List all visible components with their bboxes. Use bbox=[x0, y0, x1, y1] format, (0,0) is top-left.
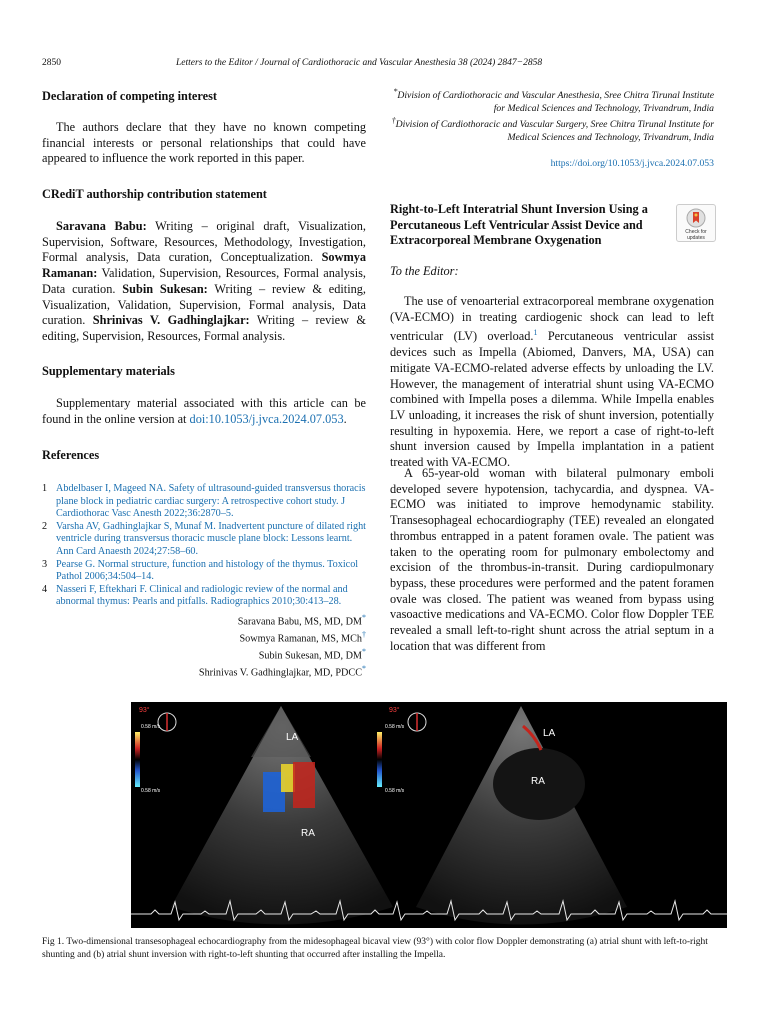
body-text: Percutaneous ventricular assist devices such as Impella (Abiomed, Danvers, MA, USA) can mitigate VA-ECMO-related adverse effects by unloading the LV. However, the management of interatrial shunt using VA-ECMO combined with Impella poses a dilemma. While Impella enables LV unloading, it increases the risk of shunt inversion, potentially resulting in hypoxemia. Here, we report a case of right-to-left shunt inversion caused by Impella implantation in a patient treated with VA-ECMO. bbox=[390, 329, 714, 470]
check-for-updates-badge[interactable] bbox=[676, 204, 716, 242]
affiliation-mark: † bbox=[391, 116, 396, 126]
signature-mark: * bbox=[362, 613, 366, 622]
supplementary-text bbox=[42, 396, 366, 427]
reference-number: 3 bbox=[42, 558, 48, 570]
reference-item[interactable] bbox=[42, 584, 366, 609]
supplementary-doi-link[interactable]: doi:10.1053/j.jvca.2024.07.053 bbox=[189, 411, 344, 426]
signature-mark: * bbox=[362, 646, 366, 656]
signature-name: Sowmya Ramanan, MS, MCh bbox=[239, 633, 362, 645]
credit-name-3: Subin Sukesan: bbox=[122, 281, 208, 296]
signature-mark: * bbox=[362, 663, 366, 673]
signature-name: Shrinivas V. Gadhinglajkar, MD, PDCC bbox=[198, 667, 362, 679]
reference-text[interactable]: Varsha AV, Gadhinglajkar S, Munaf M. Inadvertent puncture of dilated right ventricle during transversus thoracic muscle plane block: Lessons learnt. Ann Card Anaesth 2024;27:58–60. bbox=[56, 520, 366, 557]
signature-line bbox=[42, 612, 366, 629]
reference-list bbox=[42, 483, 366, 609]
competing-heading: Declaration of competing interest bbox=[42, 89, 217, 103]
reference-number: 2 bbox=[42, 520, 48, 532]
label-la-right: LA bbox=[543, 728, 556, 739]
supplementary-body: Supplementary material associated with this article can be found in the online version at bbox=[42, 396, 366, 426]
supplementary-end: . bbox=[343, 411, 347, 426]
affiliation-mark: * bbox=[393, 87, 398, 96]
affiliation-line bbox=[390, 86, 714, 115]
reference-text[interactable]: Pearse G. Normal structure, function and histology of the thymus. Toxicol Pathol 2006;34:504–14. bbox=[56, 558, 359, 583]
label-ra-left: RA bbox=[301, 828, 315, 839]
body-text: The use of venoarterial extracorporeal membrane oxygenation (VA-ECMO) in treating cardiogenic shock can lead to left ventricular (LV) overload. bbox=[390, 294, 714, 344]
reference-item[interactable] bbox=[42, 483, 366, 521]
doppler-scale-left bbox=[135, 732, 140, 787]
credit-name-1: Saravana Babu: bbox=[56, 219, 147, 233]
badge-label: Check for updates bbox=[685, 229, 707, 241]
salutation: To the Editor: bbox=[390, 264, 459, 278]
article-doi-link[interactable]: https://doi.org/10.1053/j.jvca.2024.07.053 bbox=[550, 158, 714, 169]
signature-line bbox=[42, 646, 366, 663]
signature-line bbox=[42, 663, 366, 680]
signature-name: Subin Sukesan, MD, DM bbox=[258, 650, 362, 662]
signature-mark: † bbox=[362, 629, 366, 639]
credit-text bbox=[42, 219, 366, 345]
credit-role-3: Writing – review & editing, Visualization, Validation, Supervision, Formal analysis, Data curation. bbox=[42, 281, 366, 328]
echo-figure bbox=[131, 702, 727, 928]
credit-name-4: Shrinivas V. Gadhinglajkar: bbox=[92, 313, 250, 328]
scale-bottom-right: 0.58 m/s bbox=[385, 788, 405, 794]
label-ra-right: RA bbox=[531, 776, 545, 787]
figure-caption: Fig 1. Two-dimensional transesophageal echocardiography from the midesophageal bicaval view (93°) with color flow Doppler demonstrating (a) atrial shunt with left-to-right shunting and (b) atrial shunt inversion with right-to-left shunting that occurred after installing the Impella. bbox=[42, 937, 708, 960]
credit-heading: CRediT authorship contribution statement bbox=[42, 187, 267, 201]
credit-role-4: Writing – review & editing, Supervision, Resources, Formal analysis. bbox=[42, 313, 366, 343]
doppler-scale-right bbox=[377, 732, 382, 787]
page-number: 2850 bbox=[42, 58, 61, 68]
credit-name-2: Sowmya Ramanan: bbox=[42, 250, 366, 281]
scale-top-left: 0.58 m/s bbox=[141, 724, 161, 730]
article-title: Right-to-Left Interatrial Shunt Inversion Using a Percutaneous Left Ventricular Assist Device and Extracorporeal Membrane Oxygenation bbox=[390, 202, 648, 247]
reference-number: 1 bbox=[42, 483, 48, 494]
scale-bottom-left: 0.58 m/s bbox=[141, 788, 161, 794]
reference-item[interactable] bbox=[42, 559, 366, 584]
body-paragraph-1 bbox=[390, 294, 714, 471]
doppler-red-jet bbox=[293, 762, 315, 808]
angle-readout-left: 93° bbox=[139, 707, 150, 714]
competing-text: The authors declare that they have no known competing financial interests or personal relationships that could have appeared to influence the work reported in this paper. bbox=[42, 120, 366, 166]
reference-text[interactable]: Nasseri F, Eftekhari F. Clinical and radiologic review of the normal and abnormal thymus: Pearls and pitfalls. Radiographics 2010;30:413–28. bbox=[56, 583, 348, 608]
angle-readout-right: 93° bbox=[389, 707, 400, 714]
scale-top-right: 0.58 m/s bbox=[385, 724, 405, 730]
affiliations bbox=[390, 86, 714, 144]
affiliation-text: Division of Cardiothoracic and Vascular Anesthesia, Sree Chitra Tirunal Institute for Medical Sciences and Technology, Trivandrum, India bbox=[397, 90, 714, 114]
citation-1[interactable]: 1 bbox=[533, 328, 538, 338]
doppler-yellow-jet bbox=[281, 764, 295, 792]
label-la-left: LA bbox=[286, 732, 299, 743]
bookmark-icon bbox=[685, 207, 707, 229]
supplementary-heading: Supplementary materials bbox=[42, 364, 175, 378]
body-paragraph-2: A 65-year-old woman with bilateral pulmonary emboli developed severe hypotension, tachycardia, and dyspnea. VA-ECMO was initiated to improve hemodynamic stability. Transesophageal echocardiography (TEE) revealed an elongated thrombus entrapped in a patent foramen ovale. The patient was taken to the operating room for pulmonary embolectomy and excision of the thrombus-in-transit. During cardiopulmonary bypass, these procedures were performed and the patent foramen ovale was closed. The patient was weaned from bypass using vasoactive medications and VA-ECMO. Color flow Doppler TEE revealed a small left-to-right shunt across the atrial septum in a location that was different from bbox=[390, 466, 714, 653]
affiliation-line bbox=[390, 115, 714, 144]
reference-number: 4 bbox=[42, 583, 48, 595]
affiliation-text: Division of Cardiothoracic and Vascular Surgery, Sree Chitra Tirunal Institute for Medical Sciences and Technology, Trivandrum, India bbox=[395, 119, 714, 143]
reference-text[interactable]: Abdelbaser I, Mageed NA. Safety of ultrasound-guided transversus thoracis plane block in pediatric cardiac surgery: A retrospective cohort study. J Cardiothorac Vasc Anesth 2022;36:2870–5. bbox=[56, 483, 366, 520]
signature-name: Saravana Babu, MS, MD, DM bbox=[237, 616, 362, 628]
credit-role-1: Writing – original draft, Visualization, Supervision, Software, Resources, Methodology, Investigation, Formal analysis, Data curation, Conceptualization. bbox=[42, 219, 366, 265]
signature-line bbox=[42, 629, 366, 646]
reference-item[interactable] bbox=[42, 521, 366, 559]
references-heading: References bbox=[42, 448, 100, 462]
echocardiography-image bbox=[131, 702, 727, 928]
running-header: Letters to the Editor / Journal of Cardiothoracic and Vascular Anesthesia 38 (2024) 2847−2858 bbox=[176, 58, 543, 68]
credit-role-2: Validation, Supervision, Resources, Formal analysis, Data curation. bbox=[42, 266, 366, 296]
author-signatures bbox=[42, 612, 366, 680]
